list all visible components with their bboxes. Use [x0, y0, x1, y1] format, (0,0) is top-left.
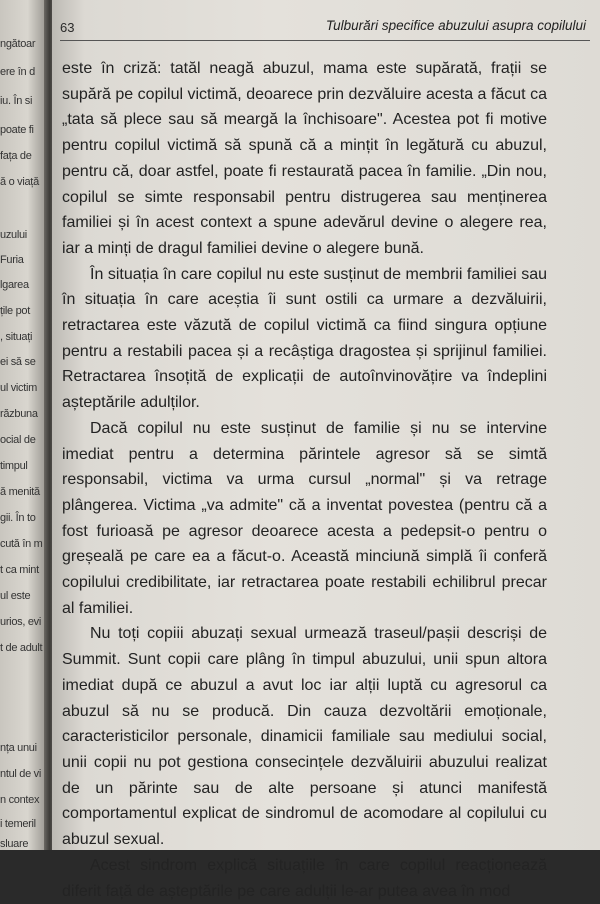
- left-page-fragment: ngătoar: [0, 38, 36, 50]
- left-page-fragment: t de adult: [0, 642, 43, 654]
- page-number: 63: [60, 20, 75, 35]
- left-page-fragment: țile pot: [0, 305, 31, 317]
- left-page-fragment: iu. În si: [0, 95, 33, 107]
- previous-page-edge: [0, 0, 50, 850]
- paragraph: este în criză: tatăl neagă abuzul, mama este supărată, frații se supără pe copilul victimă, deoarece prin dezvăluire acesta a făcut ca „tata să plece sau să meargă la închisoare". Acestea pot fi motive pentru copilul victimă să spună că a mințit în legătură cu abuzul, pentru că, doar astfel, poate fi restaurată pacea în familie. „Din nou, copilul se simte responsabil pentru distrugerea sau menținerea familiei și în acest context a spune adevărul devine o alegere rea, iar a minți de dragul familiei devine o alegere bună.: [62, 60, 547, 257]
- paragraph: Nu toți copiii abuzați sexual urmează traseul/pașii descriși de Summit. Sunt copii care plâng în timpul abuzului, unii spun altora imediat după ce abuzul a avut loc iar alții luptă cu agresorul ca abuzul să nu se producă. Din cauza dezvoltării emoționale, caracteristicilor personale, dinamicii familiale sau mediului social, unii copii nu pot gestiona consecințele dezvăluirii abuzului realizat de un părinte sau de alte persoane și atunci manifestă comportamentul explicat de sindromul de acomodare al copilului cu abuzul sexual.: [62, 625, 547, 849]
- left-page-fragment: sluare: [0, 838, 29, 850]
- paragraph: În situația în care copilul nu este susținut de membrii familiei sau în situația în care aceștia îi sunt ostili ca urmare a dezvăluirii, retractarea este văzută de copilul victimă ca fiind singura opțiune pentru a restabili pacea și a recâștiga dragostea și sprijinul familiei. Retractarea însoțită de explicații de autoînvinovățire va îndeplini așteptările adulților.: [62, 265, 547, 412]
- left-page-fragment: ntul de vi: [0, 768, 42, 780]
- left-page-fragment: răzbuna: [0, 408, 38, 420]
- book-page: [52, 0, 600, 900]
- left-page-fragment: n contex: [0, 794, 40, 806]
- left-page-fragment: urios, evi: [0, 616, 42, 628]
- left-page-fragment: ă o viață: [0, 176, 39, 188]
- left-page-fragment: ă menită: [0, 486, 40, 498]
- left-page-fragment: ocial de: [0, 434, 36, 446]
- left-page-fragment: nța unui: [0, 742, 37, 754]
- left-page-fragment: ei să se: [0, 356, 36, 368]
- paragraph: Dacă copilul nu este susținut de familie și nu se intervine imediat pentru a determina părintele agresor să se simtă responsabil, victima va urma cursul „normal" și va retrage plângerea. Victima „va admite" că a inventat povestea (pentru că a fost furioasă pe agresor deoarece acesta a pedepsit-o pentru o greșeală pe care ea a făcut-o. Această minciună simplă îi conferă copilului credibilitate, iar retractarea poate restabili echilibrul precar al familiei.: [62, 419, 547, 617]
- left-page-fragment: cută în m: [0, 538, 43, 550]
- left-page-fragment: gii. În to: [0, 512, 36, 524]
- left-page-fragment: , situați: [0, 331, 33, 343]
- left-page-fragment: ere în d: [0, 66, 35, 78]
- running-head: Tulburări specifice abuzului asupra copilului: [325, 18, 586, 33]
- left-page-fragment: uzului: [0, 229, 27, 241]
- left-page-fragment: fața de: [0, 150, 32, 162]
- left-page-fragment: t ca mint: [0, 564, 39, 576]
- left-page-fragment: lgarea: [0, 279, 29, 291]
- left-page-fragment: Furia: [0, 254, 24, 266]
- paragraph: Acest sindrom explică situațiile în care copilul reacționează diferit față de așteptările pe care adulții le-ar putea avea în mod: [62, 856, 547, 900]
- left-page-fragment: ul victim: [0, 382, 38, 394]
- left-page-fragment: ul este: [0, 590, 31, 602]
- left-page-fragment: poate fi: [0, 124, 34, 136]
- body-text: [62, 56, 547, 904]
- left-page-fragment: timpul: [0, 460, 28, 472]
- left-page-fragment: i temeril: [0, 818, 36, 830]
- header-rule: [60, 40, 590, 41]
- page-header: [52, 18, 600, 40]
